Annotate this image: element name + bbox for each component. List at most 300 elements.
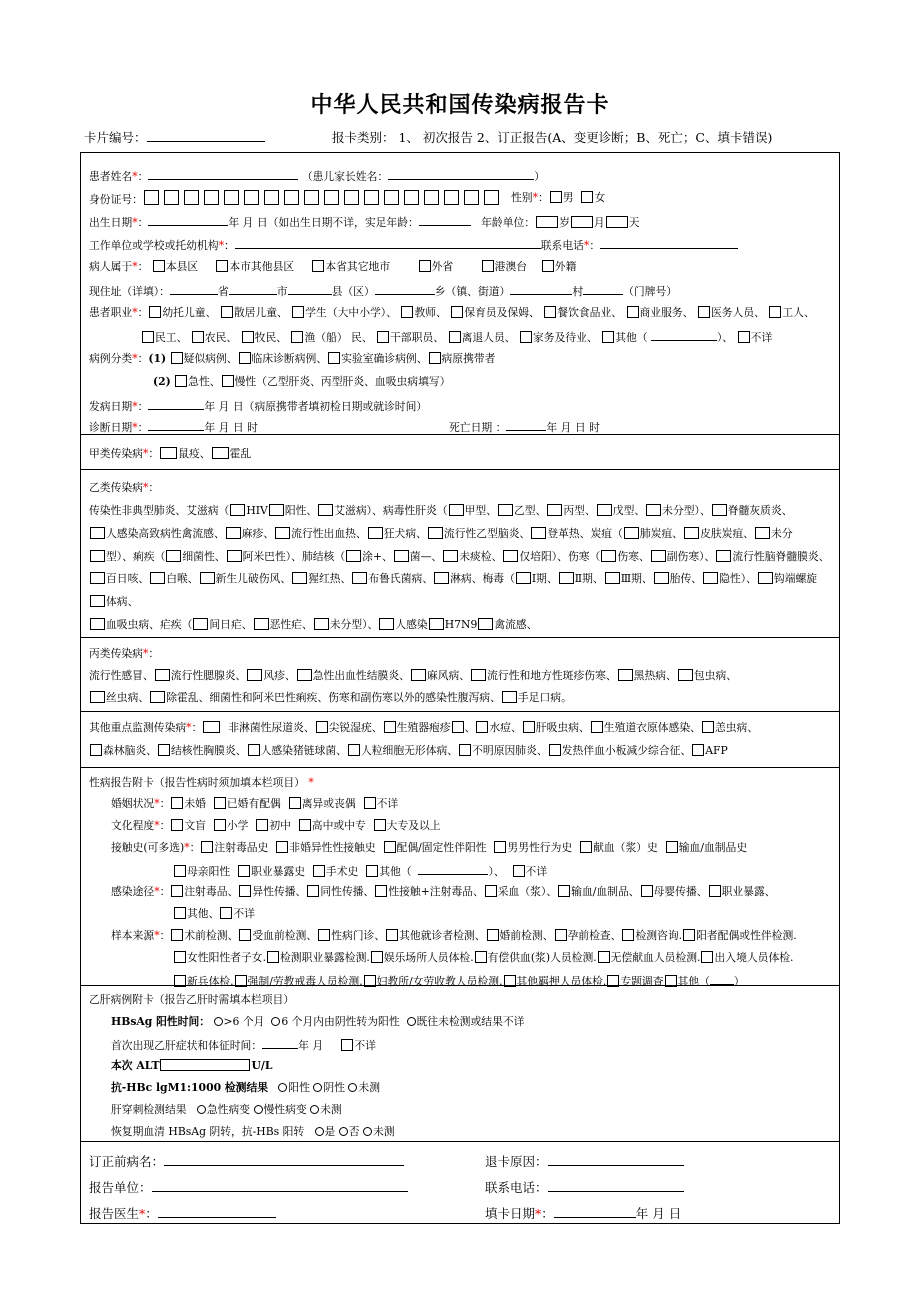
disease-checkbox[interactable] (678, 669, 693, 681)
disease-checkbox[interactable] (531, 527, 546, 539)
class-b-label: 乙类传染病*： (89, 481, 160, 494)
id-digit-box[interactable] (324, 190, 339, 205)
disease-checkbox[interactable] (498, 504, 513, 516)
patient-name-field[interactable] (148, 167, 298, 180)
disease-label: 包虫病、 (693, 669, 738, 682)
option-label: 注射毒品、 (184, 885, 239, 898)
option-radio[interactable] (407, 1017, 416, 1026)
option-checkbox[interactable] (520, 331, 532, 343)
option-checkbox[interactable] (313, 865, 325, 877)
disease-label: Ⅱ期、 (574, 572, 604, 586)
option-label: 医务人员、 (710, 306, 765, 319)
other-fill-field[interactable] (651, 328, 717, 341)
disease-checkbox[interactable] (379, 618, 394, 630)
option-label: 未测 (358, 1081, 380, 1094)
disease-checkbox[interactable] (478, 618, 493, 630)
option-checkbox[interactable] (371, 951, 383, 963)
disease-checkbox[interactable] (559, 572, 574, 584)
option-checkbox[interactable] (174, 951, 186, 963)
id-digit-box[interactable] (344, 190, 359, 205)
disease-checkbox[interactable] (684, 527, 699, 539)
id-digit-box[interactable] (444, 190, 459, 205)
disease-label: 丙型、 (563, 504, 596, 517)
id-digit-box[interactable] (364, 190, 379, 205)
disease-checkbox[interactable] (346, 550, 361, 562)
disease-checkbox[interactable] (352, 572, 367, 584)
option-label: 其他（ (615, 331, 648, 344)
option-radio[interactable] (214, 1017, 223, 1026)
option-label: 初中 (269, 819, 291, 832)
disease-checkbox[interactable] (318, 504, 333, 516)
hbsag-row: HBsAg 阳性时间： >6 个月 6 个月内由阴性转为阳性 既往未检测或结果不详 (111, 1015, 525, 1028)
option-label: 离异或丧偶 (301, 797, 356, 810)
patient-name-row: 患者姓名*： （患儿家长姓名： ） (89, 167, 545, 184)
option-checkbox[interactable] (267, 951, 279, 963)
belong-checkbox[interactable] (482, 260, 494, 272)
option-checkbox[interactable] (292, 306, 304, 318)
disease-checkbox[interactable] (618, 669, 633, 681)
disease-checkbox[interactable] (230, 504, 245, 516)
option-checkbox[interactable] (494, 841, 506, 853)
belong-checkbox[interactable] (216, 260, 228, 272)
disease-checkbox[interactable] (605, 572, 620, 584)
disease-checkbox[interactable] (150, 572, 165, 584)
village-field[interactable] (510, 282, 572, 295)
age-unit-year-box[interactable] (536, 216, 558, 228)
option-label: 工人、 (782, 306, 815, 319)
option-label: 母婴传播、 (653, 885, 708, 898)
option-checkbox[interactable] (171, 885, 183, 897)
province-field[interactable] (170, 282, 218, 295)
disease-label: 肝吸虫病、 (535, 721, 590, 734)
option-checkbox[interactable] (401, 306, 413, 318)
disease-label: 伤寒、 (617, 549, 650, 563)
disease-label: 麻疹、 (241, 526, 275, 540)
disease-checkbox[interactable] (549, 744, 561, 756)
id-digit-box[interactable] (264, 190, 279, 205)
option-checkbox[interactable] (171, 819, 183, 831)
disease-label: 禽流感、 (494, 618, 538, 631)
occupation-row-2 (141, 328, 776, 345)
alt-field[interactable] (160, 1059, 250, 1071)
option-checkbox[interactable] (377, 331, 389, 343)
disease-label: 副伤寒）、 (666, 549, 716, 563)
disease-checkbox[interactable] (226, 527, 241, 539)
disease-checkbox[interactable] (316, 721, 328, 733)
option-radio[interactable] (348, 1083, 357, 1092)
option-checkbox[interactable] (769, 306, 781, 318)
option-checkbox[interactable] (738, 331, 750, 343)
option-checkbox[interactable] (239, 352, 251, 364)
option-checkbox[interactable] (558, 885, 570, 897)
disease-checkbox[interactable] (523, 721, 535, 733)
page-title: 中华人民共和国传染病报告卡 (310, 92, 610, 118)
disease-checkbox[interactable] (90, 595, 105, 607)
option-label: 不详 (525, 865, 548, 878)
county-field[interactable] (288, 282, 332, 295)
option-checkbox[interactable] (622, 929, 634, 941)
sex-female-checkbox[interactable] (581, 191, 593, 203)
disease-checkbox[interactable] (384, 721, 396, 733)
std-section (81, 768, 839, 986)
disease-label: 菌—、 (409, 549, 443, 563)
doctor-field[interactable] (158, 1205, 276, 1218)
option-label: 婚前检测、 (499, 929, 554, 942)
disease-checkbox[interactable] (443, 550, 458, 562)
id-digit-box[interactable] (284, 190, 299, 205)
recover-row: 恢复期血清 HBsAg 阴转，抗-HBs 阳转 是 否 未测 (111, 1125, 395, 1138)
disease-checkbox[interactable] (297, 669, 312, 681)
disease-checkbox[interactable] (654, 572, 669, 584)
death-date-label: 死亡日期 ： (449, 421, 507, 434)
phone-field[interactable] (600, 236, 738, 249)
option-checkbox[interactable] (256, 819, 268, 831)
disease-label: 尖锐湿疣、 (328, 721, 383, 734)
disease-checkbox[interactable] (692, 744, 704, 756)
disease-checkbox[interactable] (269, 504, 284, 516)
contact-row-2 (173, 862, 554, 879)
option-radio[interactable] (363, 1127, 372, 1136)
option-checkbox[interactable] (366, 865, 378, 877)
revised-disease-field[interactable] (164, 1153, 404, 1166)
disease-checkbox[interactable] (646, 504, 661, 516)
disease-row (89, 617, 538, 632)
disease-label: 生殖道衣原体感染、 (603, 721, 701, 734)
diagnosis-date-field[interactable] (148, 418, 204, 431)
footer-phone-row: 联系电话： (485, 1178, 684, 1196)
disease-label: 钩端螺旋 (773, 572, 818, 586)
birth-date-field[interactable] (148, 213, 228, 226)
disease-checkbox[interactable] (547, 504, 562, 516)
disease-checkbox[interactable] (254, 618, 269, 630)
disease-checkbox[interactable] (758, 572, 773, 584)
option-checkbox[interactable] (386, 929, 398, 941)
disease-checkbox[interactable] (203, 721, 220, 733)
option-checkbox[interactable] (238, 865, 250, 877)
disease-checkbox[interactable] (314, 618, 329, 630)
option-checkbox[interactable] (709, 885, 721, 897)
sample-row-2 (173, 950, 794, 965)
disease-checkbox[interactable] (459, 744, 471, 756)
id-digit-box[interactable] (164, 190, 179, 205)
work-unit-field[interactable] (235, 236, 541, 249)
id-number-boxes[interactable] (143, 193, 503, 206)
option-label: 孕前检查、 (567, 929, 622, 942)
case-class-row: 病例分类*：(1) 疑似病例、 临床诊断病例、 实验室确诊病例、 病原携带者 (89, 352, 496, 365)
disease-checkbox[interactable] (90, 744, 102, 756)
option-checkbox[interactable] (175, 375, 187, 387)
disease-checkbox[interactable] (158, 744, 170, 756)
disease-checkbox[interactable] (90, 618, 105, 630)
disease-checkbox[interactable] (449, 504, 464, 516)
id-digit-box[interactable] (244, 190, 259, 205)
option-checkbox[interactable] (580, 841, 592, 853)
option-checkbox[interactable] (328, 352, 340, 364)
disease-label: 流行性感冒、 (89, 669, 154, 682)
disease-checkbox[interactable] (434, 572, 449, 584)
option-checkbox[interactable] (174, 907, 186, 919)
option-checkbox[interactable] (598, 951, 610, 963)
option-radio[interactable] (310, 1105, 319, 1114)
option-checkbox[interactable] (214, 819, 226, 831)
disease-label: 登革热、炭疽（ (547, 526, 623, 540)
disease-row (89, 690, 572, 705)
option-label: 受血前检测、 (252, 929, 318, 942)
id-digit-box[interactable] (204, 190, 219, 205)
belong-checkbox[interactable] (419, 260, 431, 272)
option-label: 非婚异性性接触史 (289, 841, 376, 854)
option-radio[interactable] (313, 1083, 322, 1092)
option-radio[interactable] (197, 1105, 206, 1114)
disease-row (89, 503, 793, 518)
option-checkbox[interactable] (627, 306, 639, 318)
disease-checkbox[interactable] (150, 691, 165, 703)
option-label: 急性病变 (206, 1103, 251, 1116)
death-date-field[interactable] (506, 418, 546, 431)
disease-checkbox[interactable] (601, 550, 616, 562)
option-checkbox[interactable] (192, 331, 204, 343)
disease-checkbox[interactable] (90, 550, 105, 562)
disease-checkbox[interactable] (368, 527, 383, 539)
id-digit-box[interactable] (484, 190, 499, 205)
disease-checkbox[interactable] (712, 504, 727, 516)
option-checkbox[interactable] (276, 841, 288, 853)
card-no-field[interactable] (147, 129, 265, 142)
disease-label: 流行性腮腺炎、 (170, 669, 247, 682)
option-checkbox[interactable] (487, 929, 499, 941)
option-label: 男男性行为史 (507, 841, 573, 854)
id-digit-box[interactable] (304, 190, 319, 205)
option-label: 出入境人员体检. (714, 951, 794, 964)
first-symptom-year-field[interactable] (262, 1036, 298, 1049)
option-checkbox[interactable] (641, 885, 653, 897)
option-label: 献血（浆）史 (593, 841, 658, 854)
option-checkbox[interactable] (374, 819, 386, 831)
disease-label: 阳性、 (284, 504, 318, 517)
disease-label: 未分 (771, 526, 793, 540)
option-label: 其他（ (379, 865, 412, 878)
disease-label: 未分型）、 (329, 618, 379, 631)
option-checkbox[interactable] (384, 841, 396, 853)
belong-checkbox[interactable] (153, 260, 165, 272)
option-checkbox[interactable] (698, 306, 710, 318)
option-radio[interactable] (278, 1083, 287, 1092)
disease-checkbox[interactable] (597, 504, 612, 516)
disease-checkbox[interactable] (155, 669, 170, 681)
option-radio[interactable] (339, 1127, 348, 1136)
disease-label: Ⅰ期、 (531, 572, 558, 586)
option-checkbox[interactable] (171, 929, 183, 941)
sample-row: 样本来源*： 术前检测、 受血前检测、 性病门诊、 其他就诊者检测、 婚前检测、 孕前检查、 检测咨询. 阳者配偶或性伴检测. (111, 929, 797, 942)
option-radio[interactable] (254, 1105, 263, 1114)
id-digit-box[interactable] (424, 190, 439, 205)
age-unit-month-box[interactable] (571, 216, 593, 228)
disease-checkbox[interactable] (471, 669, 486, 681)
id-digit-box[interactable] (464, 190, 479, 205)
option-label: 不详 (376, 797, 399, 810)
option-checkbox[interactable] (174, 865, 186, 877)
id-digit-box[interactable] (184, 190, 199, 205)
disease-checkbox[interactable] (227, 550, 242, 562)
option-label: 病原携带者 (441, 352, 496, 365)
option-label: 其他（ (677, 975, 710, 988)
class-c-section (81, 638, 839, 712)
footer-phone-field[interactable] (548, 1179, 684, 1192)
disease-label: 发热伴血小板减少综合征、 (561, 744, 692, 757)
option-checkbox[interactable] (142, 331, 154, 343)
belong-checkbox[interactable] (542, 260, 554, 272)
actual-age-field[interactable] (419, 213, 471, 226)
disease-checkbox[interactable] (292, 572, 307, 584)
disease-checkbox[interactable] (193, 618, 208, 630)
disease-checkbox[interactable] (411, 669, 426, 681)
house-number-field[interactable] (583, 282, 623, 295)
option-checkbox[interactable] (318, 929, 330, 941)
id-digit-box[interactable] (224, 190, 239, 205)
disease-checkbox[interactable] (160, 447, 177, 459)
disease-checkbox[interactable] (502, 691, 517, 703)
option-checkbox[interactable] (214, 797, 226, 809)
option-checkbox[interactable] (451, 306, 463, 318)
onset-date-field[interactable] (148, 397, 204, 410)
disease-checkbox[interactable] (394, 550, 409, 562)
sex-male-checkbox[interactable] (550, 191, 562, 203)
disease-label: 甲型、 (464, 504, 497, 517)
disease-label: 恙虫病、 (714, 721, 759, 734)
option-checkbox[interactable] (307, 885, 319, 897)
option-checkbox[interactable] (485, 885, 497, 897)
option-checkbox[interactable] (544, 306, 556, 318)
option-label: 未测 (320, 1103, 342, 1116)
option-checkbox[interactable] (299, 819, 311, 831)
town-field[interactable] (375, 282, 435, 295)
option-checkbox[interactable] (513, 865, 525, 877)
option-checkbox[interactable] (221, 306, 233, 318)
disease-label: 恶性疟、 (269, 618, 313, 631)
disease-checkbox[interactable] (247, 669, 262, 681)
option-label: 手术史 (325, 865, 359, 878)
disease-checkbox[interactable] (503, 550, 518, 562)
disease-checkbox[interactable] (476, 721, 488, 733)
option-checkbox[interactable] (666, 841, 678, 853)
age-unit-day-box[interactable] (606, 216, 628, 228)
option-checkbox[interactable] (239, 929, 251, 941)
option-checkbox[interactable] (555, 929, 567, 941)
belong-checkbox[interactable] (312, 260, 324, 272)
disease-label: H7N9 (444, 618, 478, 631)
option-checkbox[interactable] (683, 929, 695, 941)
id-row: 身份证号： 性别*： 男 女 (89, 191, 606, 206)
disease-label: 风疹、 (263, 669, 296, 682)
disease-label: 皮肤炭疽、 (700, 526, 755, 540)
disease-checkbox[interactable] (200, 572, 215, 584)
option-checkbox[interactable] (375, 885, 387, 897)
disease-checkbox[interactable] (90, 527, 105, 539)
fill-date-field[interactable] (554, 1205, 636, 1218)
option-checkbox[interactable] (291, 331, 303, 343)
other-fill-field[interactable] (418, 862, 488, 875)
id-digit-box[interactable] (384, 190, 399, 205)
disease-label: 胎传、 (669, 572, 703, 586)
disease-checkbox[interactable] (755, 527, 770, 539)
disease-checkbox[interactable] (716, 550, 731, 562)
option-checkbox[interactable] (242, 331, 254, 343)
return-reason-field[interactable] (548, 1153, 684, 1166)
id-digit-box[interactable] (144, 190, 159, 205)
option-checkbox[interactable] (222, 375, 234, 387)
disease-checkbox[interactable] (90, 691, 105, 703)
option-checkbox[interactable] (171, 352, 183, 364)
option-label: 大专及以上 (386, 819, 441, 832)
disease-checkbox[interactable] (348, 744, 360, 756)
option-checkbox[interactable] (475, 951, 487, 963)
option-checkbox[interactable] (602, 331, 614, 343)
report-category: 报卡类别： 1、 初次报告 2、订正报告(A、变更诊断；B、死亡；C、填卡错误) (332, 130, 773, 145)
disease-checkbox[interactable] (428, 527, 443, 539)
class-a-section (81, 435, 839, 470)
option-label: 急性、 (188, 375, 221, 388)
report-unit-field[interactable] (152, 1179, 408, 1192)
option-checkbox[interactable] (701, 951, 713, 963)
option-checkbox[interactable] (449, 331, 461, 343)
guardian-name-field[interactable] (388, 167, 534, 180)
option-checkbox[interactable] (220, 907, 232, 919)
option-checkbox[interactable] (289, 797, 301, 809)
disease-checkbox[interactable] (591, 721, 603, 733)
disease-label: 白喉、 (166, 572, 199, 586)
alt-row: 本次 ALT U/L (111, 1059, 273, 1072)
option-label: 商业服务、 (639, 306, 694, 319)
disease-checkbox[interactable] (624, 527, 639, 539)
disease-label: Ⅲ期、 (620, 572, 653, 586)
disease-checkbox[interactable] (212, 447, 229, 459)
case-class-row-2: (2) 急性、 慢性（乙型肝炎、丙型肝炎、血吸虫病填写） (153, 375, 451, 388)
disease-label: 流行性和地方性斑疹伤寒、 (487, 669, 617, 682)
disease-checkbox[interactable] (703, 572, 718, 584)
option-checkbox[interactable] (239, 885, 251, 897)
option-label: 输血/血制品、 (571, 885, 640, 898)
disease-checkbox[interactable] (452, 721, 464, 733)
disease-checkbox[interactable] (166, 550, 181, 562)
id-digit-box[interactable] (404, 190, 419, 205)
option-label: 输血/血制品史 (678, 841, 748, 854)
disease-checkbox[interactable] (90, 572, 105, 584)
option-radio[interactable] (315, 1127, 324, 1136)
option-checkbox[interactable] (364, 797, 376, 809)
class-a-row: 甲类传染病*： 鼠疫、 霍乱 (89, 447, 252, 460)
disease-checkbox[interactable] (275, 527, 290, 539)
disease-checkbox[interactable] (516, 572, 531, 584)
option-label: 渔（船） 民、 (304, 331, 373, 344)
option-radio[interactable] (271, 1017, 280, 1026)
city-field[interactable] (229, 282, 277, 295)
option-label: 不详 (750, 331, 773, 344)
disease-checkbox[interactable] (702, 721, 714, 733)
disease-label: 未痰检、 (459, 549, 503, 563)
option-checkbox[interactable] (171, 797, 183, 809)
option-checkbox[interactable] (149, 306, 161, 318)
disease-checkbox[interactable] (651, 550, 666, 562)
birth-row: 出生日期*： 年 月 日（如出生日期不详，实足年龄： 年龄单位： 岁 月 天 (89, 213, 639, 230)
disease-checkbox[interactable] (429, 618, 444, 630)
disease-checkbox[interactable] (248, 744, 260, 756)
option-label: 性接触+注射毒品、 (388, 885, 484, 898)
first-symptom-unknown-checkbox[interactable] (341, 1039, 353, 1051)
option-checkbox[interactable] (429, 352, 441, 364)
option-label: 实验室确诊病例、 (341, 352, 428, 365)
other-fill-field[interactable] (710, 972, 734, 985)
option-checkbox[interactable] (201, 841, 213, 853)
